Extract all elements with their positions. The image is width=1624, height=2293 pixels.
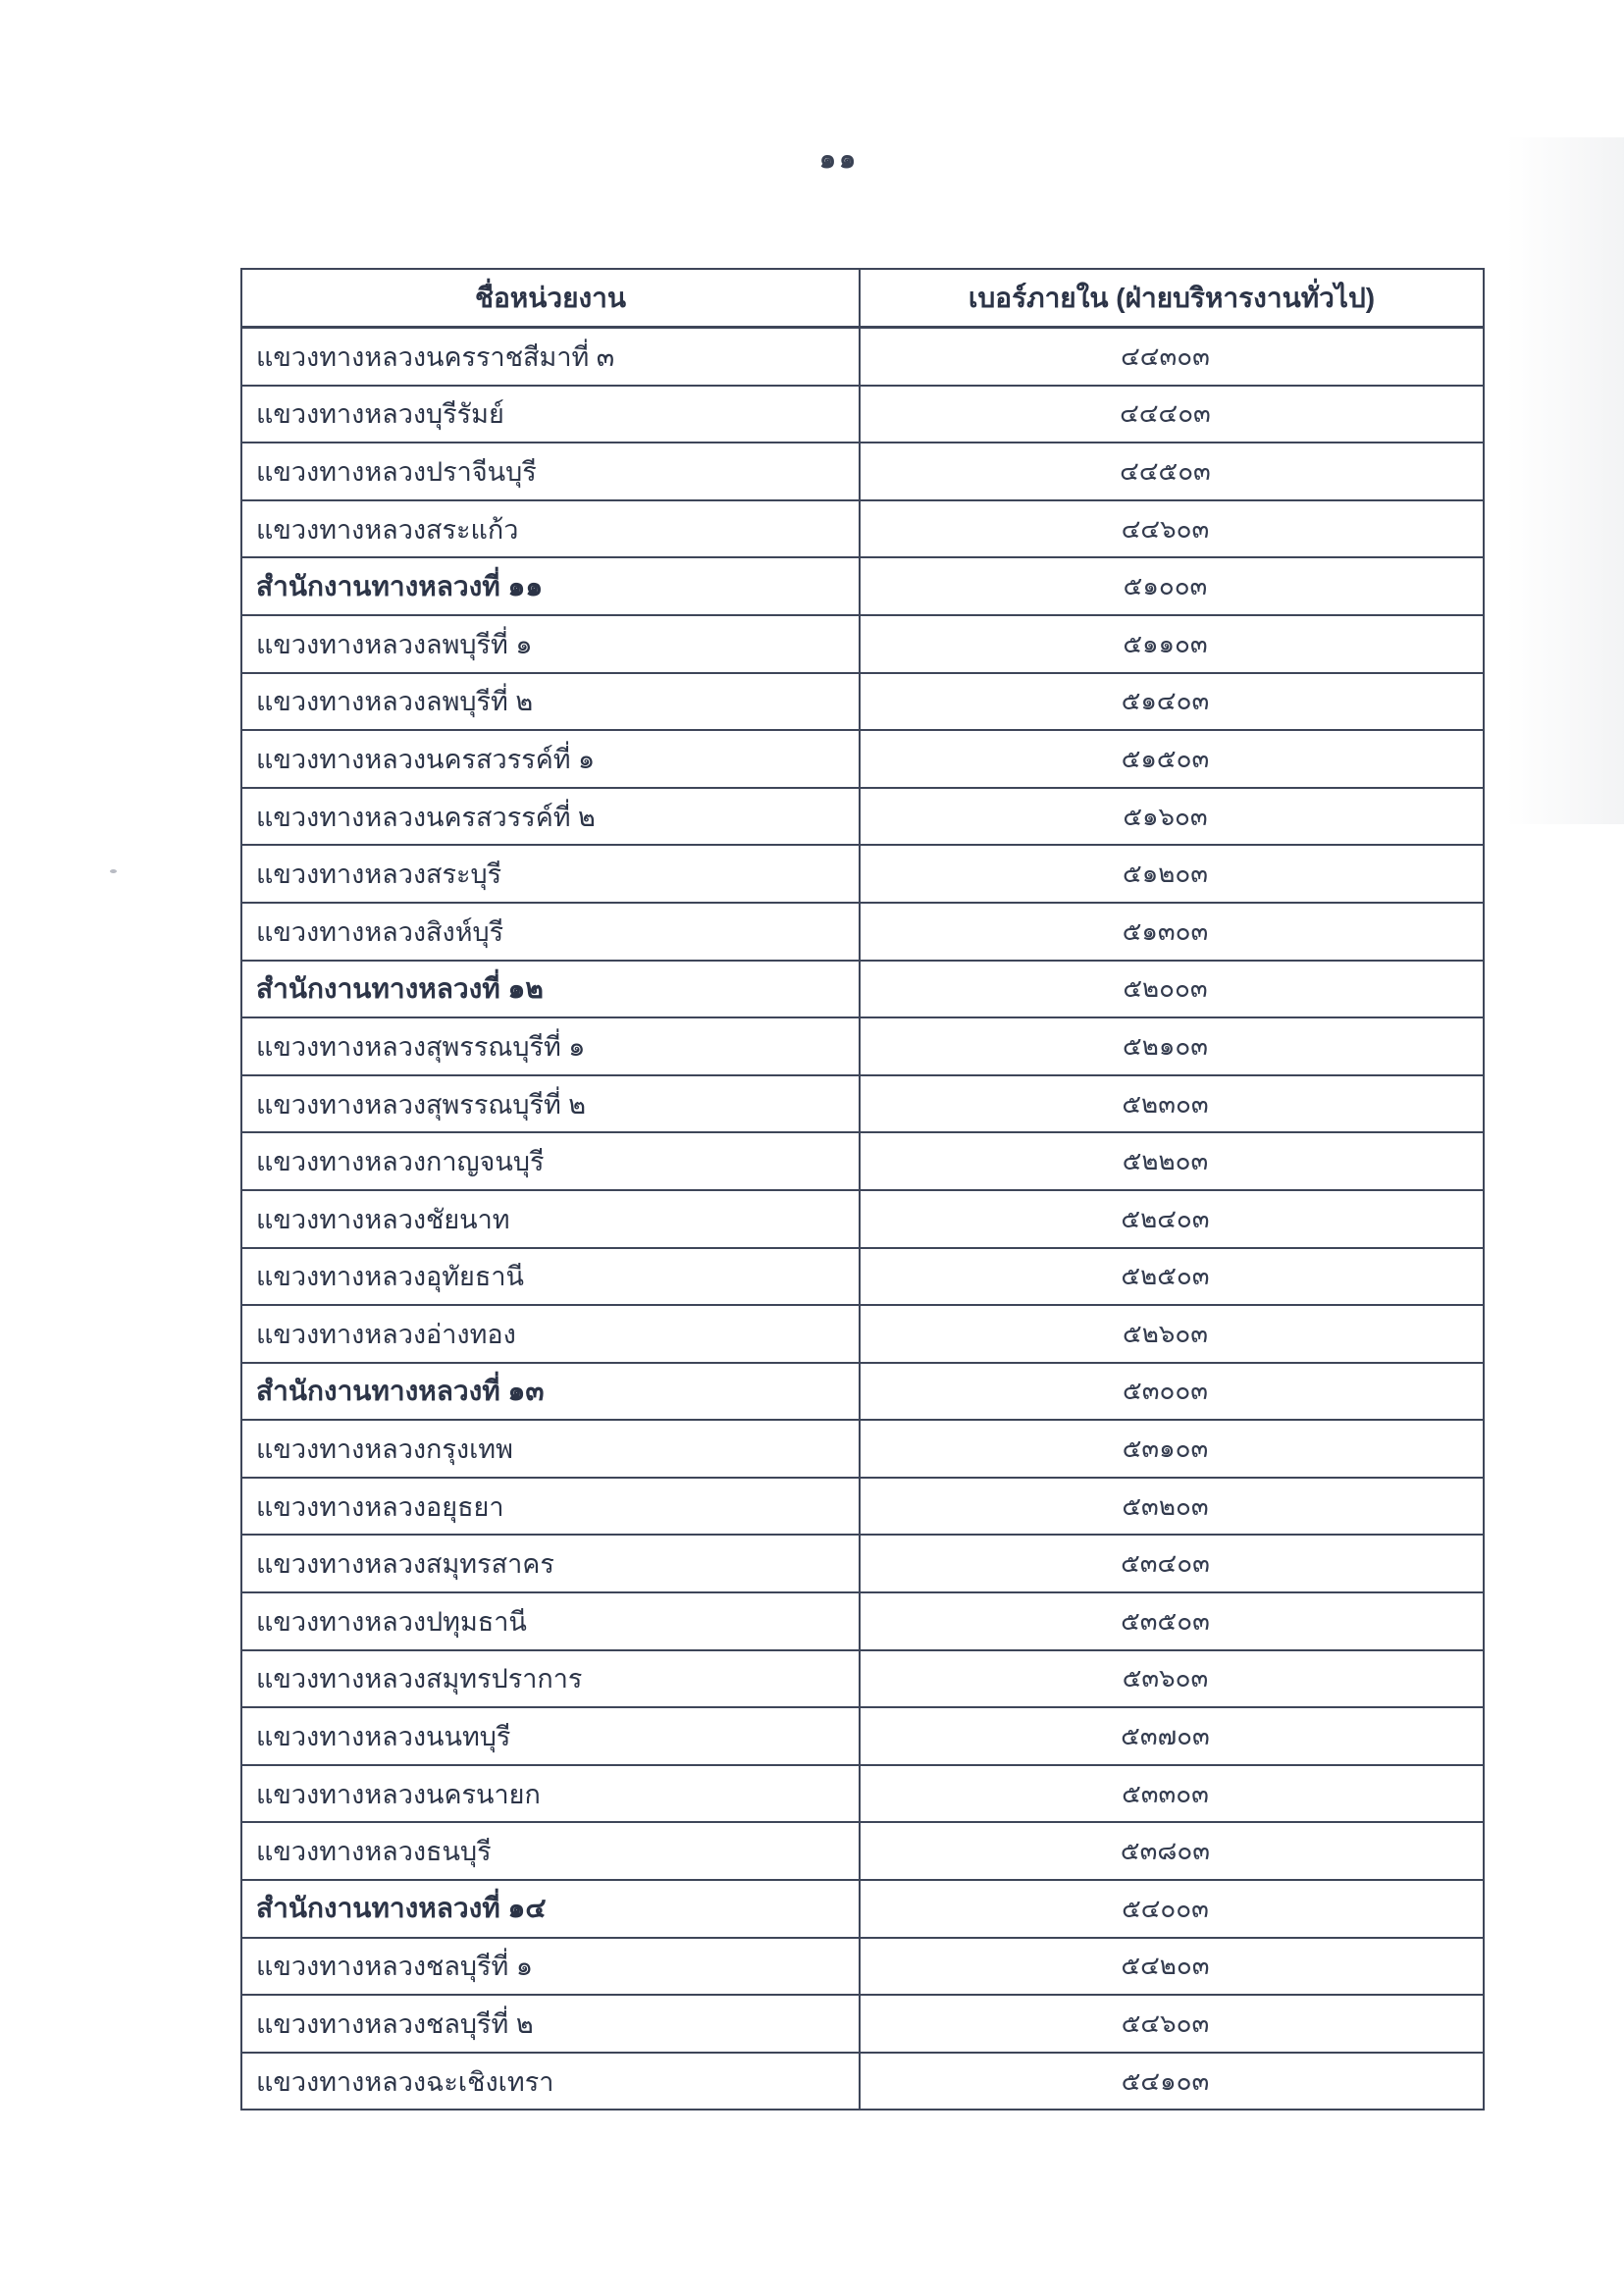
table-row xyxy=(241,730,1484,788)
internal-number-cell: ๕๔๐๐๓ xyxy=(860,1880,1484,1938)
unit-name-cell: แขวงทางหลวงฉะเชิงเทรา xyxy=(241,2053,860,2111)
unit-name-cell: แขวงทางหลวงลพบุรีที่ ๒ xyxy=(241,673,860,731)
internal-number-cell: ๕๑๐๐๓ xyxy=(860,557,1484,615)
scan-speck-artifact xyxy=(110,869,117,873)
table-row xyxy=(241,386,1484,443)
table-header-row xyxy=(241,269,1484,328)
unit-name-cell: แขวงทางหลวงอยุธยา xyxy=(241,1478,860,1536)
unit-name-cell: แขวงทางหลวงนนทบุรี xyxy=(241,1707,860,1765)
table-row xyxy=(241,1017,1484,1075)
internal-number-cell: ๕๒๕๐๓ xyxy=(860,1248,1484,1306)
table-row xyxy=(241,845,1484,903)
unit-name-cell: แขวงทางหลวงชลบุรีที่ ๒ xyxy=(241,1995,860,2053)
unit-name-cell: แขวงทางหลวงสระบุรี xyxy=(241,845,860,903)
table-row-section xyxy=(241,557,1484,615)
internal-number-cell: ๕๔๖๐๓ xyxy=(860,1995,1484,2053)
internal-number-cell: ๕๓๗๐๓ xyxy=(860,1707,1484,1765)
internal-number-cell: ๕๓๓๐๓ xyxy=(860,1765,1484,1823)
unit-name-cell: แขวงทางหลวงกรุงเทพ xyxy=(241,1420,860,1478)
unit-name-cell: แขวงทางหลวงสิงห์บุรี xyxy=(241,903,860,961)
table-row xyxy=(241,615,1484,673)
internal-number-cell: ๔๔๔๐๓ xyxy=(860,386,1484,443)
unit-name-cell: แขวงทางหลวงธนบุรี xyxy=(241,1822,860,1880)
unit-name-cell: แขวงทางหลวงสุพรรณบุรีที่ ๑ xyxy=(241,1017,860,1075)
column-header-unit-name: ชื่อหน่วยงาน xyxy=(241,269,860,328)
internal-number-cell: ๕๓๐๐๓ xyxy=(860,1363,1484,1421)
table-row xyxy=(241,1478,1484,1536)
table-row xyxy=(241,1420,1484,1478)
table-row xyxy=(241,1190,1484,1248)
column-header-internal-number: เบอร์ภายใน (ฝ่ายบริหารงานทั่วไป) xyxy=(860,269,1484,328)
internal-number-cell: ๕๑๑๐๓ xyxy=(860,615,1484,673)
internal-number-cell: ๕๔๑๐๓ xyxy=(860,2053,1484,2111)
internal-number-cell: ๕๒๔๐๓ xyxy=(860,1190,1484,1248)
internal-number-cell: ๕๓๖๐๓ xyxy=(860,1650,1484,1708)
table-row-section xyxy=(241,961,1484,1018)
table-header xyxy=(241,269,1484,328)
unit-name-cell: แขวงทางหลวงสุพรรณบุรีที่ ๒ xyxy=(241,1075,860,1133)
internal-number-cell: ๕๓๔๐๓ xyxy=(860,1535,1484,1592)
unit-name-cell: แขวงทางหลวงสระแก้ว xyxy=(241,500,860,558)
unit-name-cell: แขวงทางหลวงอ่างทอง xyxy=(241,1305,860,1363)
unit-name-cell: แขวงทางหลวงอุทัยธานี xyxy=(241,1248,860,1306)
internal-number-cell: ๕๑๖๐๓ xyxy=(860,788,1484,846)
internal-number-cell: ๔๔๖๐๓ xyxy=(860,500,1484,558)
internal-number-cell: ๕๒๑๐๓ xyxy=(860,1017,1484,1075)
unit-name-cell: สำนักงานทางหลวงที่ ๑๓ xyxy=(241,1363,860,1421)
unit-name-cell: แขวงทางหลวงสมุทรสาคร xyxy=(241,1535,860,1592)
unit-name-cell: แขวงทางหลวงนครสวรรค์ที่ ๒ xyxy=(241,788,860,846)
internal-number-cell: ๕๒๒๐๓ xyxy=(860,1132,1484,1190)
table-row xyxy=(241,1592,1484,1650)
unit-name-cell: แขวงทางหลวงปทุมธานี xyxy=(241,1592,860,1650)
unit-name-cell: แขวงทางหลวงนครสวรรค์ที่ ๑ xyxy=(241,730,860,788)
internal-number-cell: ๕๓๕๐๓ xyxy=(860,1592,1484,1650)
table-row-section xyxy=(241,1880,1484,1938)
internal-number-cell: ๕๒๓๐๓ xyxy=(860,1075,1484,1133)
internal-number-cell: ๕๓๑๐๓ xyxy=(860,1420,1484,1478)
internal-number-cell: ๕๑๕๐๓ xyxy=(860,730,1484,788)
unit-name-cell: แขวงทางหลวงสมุทรปราการ xyxy=(241,1650,860,1708)
phone-directory-table xyxy=(240,268,1485,2111)
table-row xyxy=(241,1995,1484,2053)
table-row xyxy=(241,1075,1484,1133)
table-row xyxy=(241,1248,1484,1306)
table-row xyxy=(241,443,1484,500)
unit-name-cell: แขวงทางหลวงนครนายก xyxy=(241,1765,860,1823)
unit-name-cell: แขวงทางหลวงลพบุรีที่ ๑ xyxy=(241,615,860,673)
internal-number-cell: ๕๔๒๐๓ xyxy=(860,1938,1484,1996)
table-row xyxy=(241,1822,1484,1880)
table-row xyxy=(241,1938,1484,1996)
table-row xyxy=(241,903,1484,961)
table-row xyxy=(241,788,1484,846)
table-row xyxy=(241,1765,1484,1823)
scan-shading-artifact xyxy=(1506,137,1624,824)
unit-name-cell: แขวงทางหลวงบุรีรัมย์ xyxy=(241,386,860,443)
internal-number-cell: ๕๑๓๐๓ xyxy=(860,903,1484,961)
unit-name-cell: สำนักงานทางหลวงที่ ๑๔ xyxy=(241,1880,860,1938)
table-row xyxy=(241,673,1484,731)
table-body xyxy=(241,328,1484,2111)
table-row xyxy=(241,2053,1484,2111)
unit-name-cell: แขวงทางหลวงชลบุรีที่ ๑ xyxy=(241,1938,860,1996)
table-row xyxy=(241,1132,1484,1190)
internal-number-cell: ๕๑๒๐๓ xyxy=(860,845,1484,903)
table-row xyxy=(241,1707,1484,1765)
table-row xyxy=(241,1650,1484,1708)
page-number: ๑๑ xyxy=(818,144,860,174)
internal-number-cell: ๔๔๓๐๓ xyxy=(860,328,1484,386)
table-row xyxy=(241,1305,1484,1363)
unit-name-cell: แขวงทางหลวงนครราชสีมาที่ ๓ xyxy=(241,328,860,386)
table-row xyxy=(241,500,1484,558)
internal-number-cell: ๔๔๕๐๓ xyxy=(860,443,1484,500)
internal-number-cell: ๕๓๘๐๓ xyxy=(860,1822,1484,1880)
unit-name-cell: แขวงทางหลวงชัยนาท xyxy=(241,1190,860,1248)
unit-name-cell: สำนักงานทางหลวงที่ ๑๑ xyxy=(241,557,860,615)
table-row xyxy=(241,328,1484,386)
internal-number-cell: ๕๓๒๐๓ xyxy=(860,1478,1484,1536)
internal-number-cell: ๕๒๖๐๓ xyxy=(860,1305,1484,1363)
internal-number-cell: ๕๑๔๐๓ xyxy=(860,673,1484,731)
internal-number-cell: ๕๒๐๐๓ xyxy=(860,961,1484,1018)
unit-name-cell: แขวงทางหลวงปราจีนบุรี xyxy=(241,443,860,500)
table-row-section xyxy=(241,1363,1484,1421)
table-row xyxy=(241,1535,1484,1592)
unit-name-cell: สำนักงานทางหลวงที่ ๑๒ xyxy=(241,961,860,1018)
unit-name-cell: แขวงทางหลวงกาญจนบุรี xyxy=(241,1132,860,1190)
